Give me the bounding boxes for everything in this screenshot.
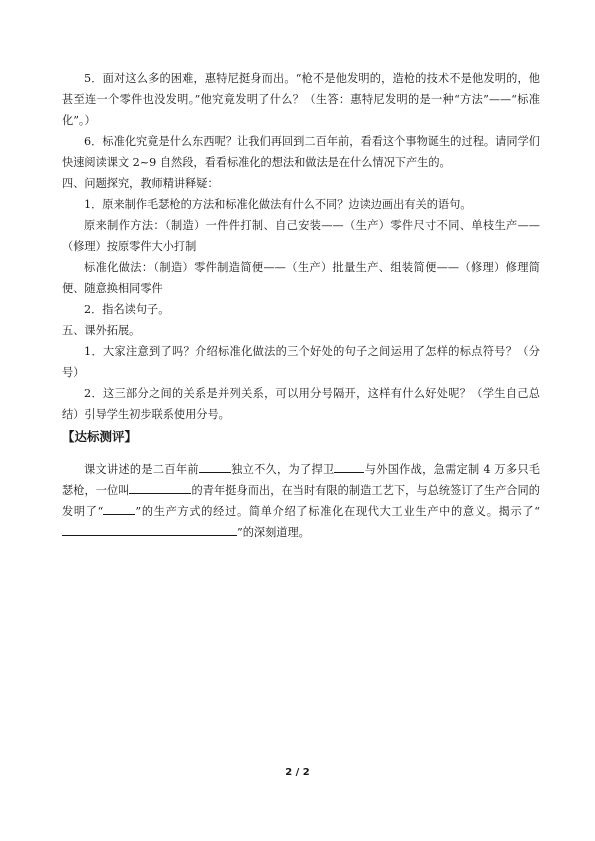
test-heading: 【达标测评】 xyxy=(62,429,138,444)
section-four-heading: 四、问题探究，教师精讲释疑： xyxy=(62,177,219,190)
section-five-heading: 五、课外拓展。 xyxy=(62,324,141,337)
test-paragraph xyxy=(62,459,540,543)
blank-2[interactable] xyxy=(334,460,364,473)
document-body xyxy=(62,68,540,543)
extension-1: 1．大家注意到了吗？介绍标准化做法的三个好处的句子之间运用了怎样的标点符号？（分号） xyxy=(62,345,540,379)
blank-4[interactable] xyxy=(103,502,135,515)
test-text-4: 的青年挺身而出，在当时有限的制造工艺下，与总统签订了生产合同的发明了“ xyxy=(62,484,540,518)
question-1: 1．原来制作毛瑟枪的方法和标准化做法有什么不同？边读边画出有关的语句。 xyxy=(84,198,472,211)
test-text-6: ”的深刻道理。 xyxy=(237,526,310,539)
test-text-3: 与外国作战，急需定制 4 万多只毛瑟枪，一位叫 xyxy=(62,463,540,497)
test-text-1: 课文讲述的是二百年前 xyxy=(84,463,199,476)
test-text-5: ”的生产方式的经过。简单介绍了标准化在现代大工业生产中的意义。揭示了“ xyxy=(135,505,540,518)
paragraph-6: 6．标准化究竟是什么东西呢？让我们再回到二百年前，看看这个事物诞生的过程。请同学们快速阅读课文 2~9 自然段，看看标准化的想法和做法是在什么情况下产生的。 xyxy=(62,135,540,169)
question-2: 2．指名读句子。 xyxy=(84,303,170,316)
original-method: 原来制作方法：（制造）一件件打制、自己安装——（生产）零件尺寸不同、单枝生产——（修理）按原零件大小打制 xyxy=(62,219,540,253)
extension-2: 2．这三部分之间的关系是并列关系，可以用分号隔开，这样有什么好处呢？（学生自己总结）引导学生初步联系使用分号。 xyxy=(62,387,540,421)
blank-1[interactable] xyxy=(199,460,231,473)
blank-5[interactable] xyxy=(62,523,237,536)
blank-3[interactable] xyxy=(129,481,191,494)
standard-method: 标准化做法：（制造）零件制造简便——（生产）批量生产、组装简便——（修理）修理简便、随意换相同零件 xyxy=(62,261,540,295)
page-number: 2 / 2 xyxy=(285,767,310,778)
test-text-2: 独立不久，为了捍卫 xyxy=(230,463,335,476)
paragraph-5: 5．面对这么多的困难，惠特尼挺身而出。“枪不是他发明的，造枪的技术不是他发明的，他甚至连一个零件也没发明。”他究竟发明了什么？（生答：惠特尼发明的是一种“方法”——“标准化”。） xyxy=(62,72,540,127)
